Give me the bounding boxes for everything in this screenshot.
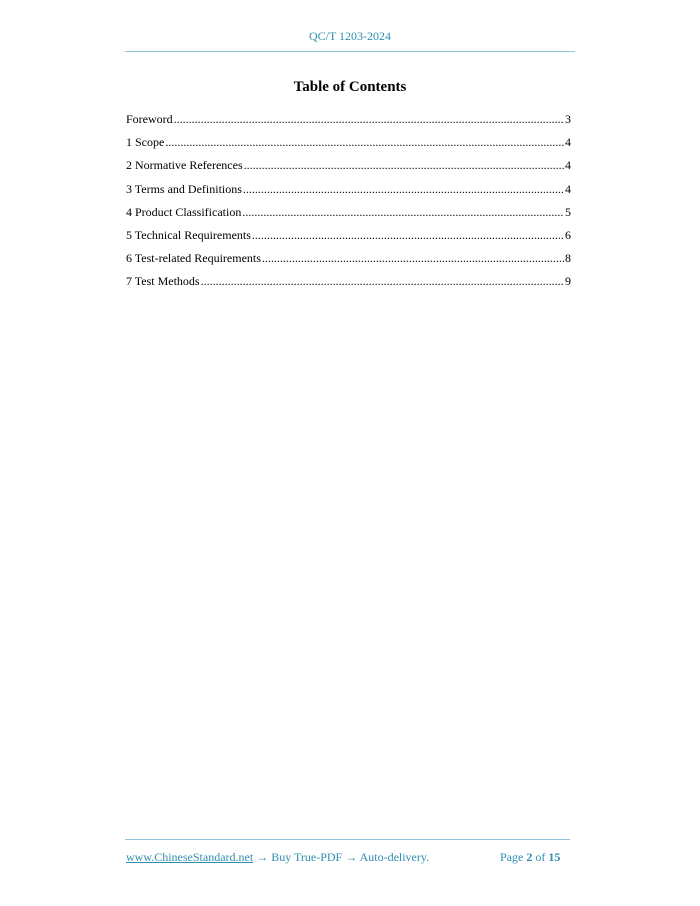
- toc-entry-product-classification[interactable]: [126, 205, 571, 228]
- toc-entry-test-related-requirements[interactable]: [126, 251, 571, 274]
- toc-entry-technical-requirements[interactable]: [126, 228, 571, 251]
- toc-dot-leader: [201, 274, 564, 289]
- toc-entry-page: 5: [565, 204, 571, 219]
- current-page-number: 2: [526, 850, 533, 864]
- toc-entry-label: 4 Product Classification: [126, 204, 242, 219]
- toc-entry-foreword[interactable]: [126, 112, 571, 135]
- toc-entry-label: 3 Terms and Definitions: [126, 181, 242, 196]
- footer-promo-text: → Buy True-PDF → Auto-delivery.: [253, 850, 430, 864]
- toc-dot-leader: [165, 135, 564, 150]
- total-pages-number: 15: [548, 850, 561, 864]
- toc-dot-leader: [244, 158, 564, 173]
- toc-title: Table of Contents: [293, 79, 407, 95]
- page-indicator: [500, 850, 560, 865]
- toc-entry-label: 7 Test Methods: [126, 274, 200, 289]
- toc-entry-page: 4: [565, 181, 571, 196]
- document-code-header: QC/T 1203-2024: [308, 29, 392, 43]
- toc-entry-normative-references[interactable]: [126, 158, 571, 181]
- toc-entry-label: 1 Scope: [126, 135, 165, 150]
- toc-entry-page: 9: [565, 274, 571, 289]
- toc-entry-test-methods[interactable]: [126, 274, 571, 297]
- toc-entry-page: 6: [565, 227, 571, 242]
- toc-entry-page: 4: [565, 135, 571, 150]
- toc-dot-leader: [262, 251, 564, 266]
- header-divider: [125, 51, 575, 52]
- table-of-contents: [126, 112, 571, 298]
- toc-dot-leader: [243, 182, 564, 197]
- page-word: Page: [500, 850, 524, 864]
- toc-entry-page: 4: [565, 158, 571, 173]
- toc-entry-page: 3: [565, 112, 571, 126]
- toc-dot-leader: [242, 205, 564, 220]
- toc-entry-scope[interactable]: [126, 135, 571, 158]
- toc-entry-label: 5 Technical Requirements: [126, 227, 251, 242]
- toc-dot-leader: [174, 112, 564, 127]
- toc-entry-terms-and-definitions[interactable]: [126, 182, 571, 205]
- site-link[interactable]: www.ChineseStandard.net: [126, 850, 254, 864]
- of-word: of: [535, 850, 546, 864]
- toc-entry-label: 2 Normative References: [126, 158, 243, 173]
- toc-entry-label: 6 Test-related Requirements: [126, 251, 261, 266]
- toc-entry-page: 8: [565, 251, 571, 266]
- footer-promo: [126, 850, 429, 865]
- toc-entry-label: Foreword: [126, 112, 173, 126]
- footer-divider: [125, 839, 570, 840]
- toc-dot-leader: [252, 228, 564, 243]
